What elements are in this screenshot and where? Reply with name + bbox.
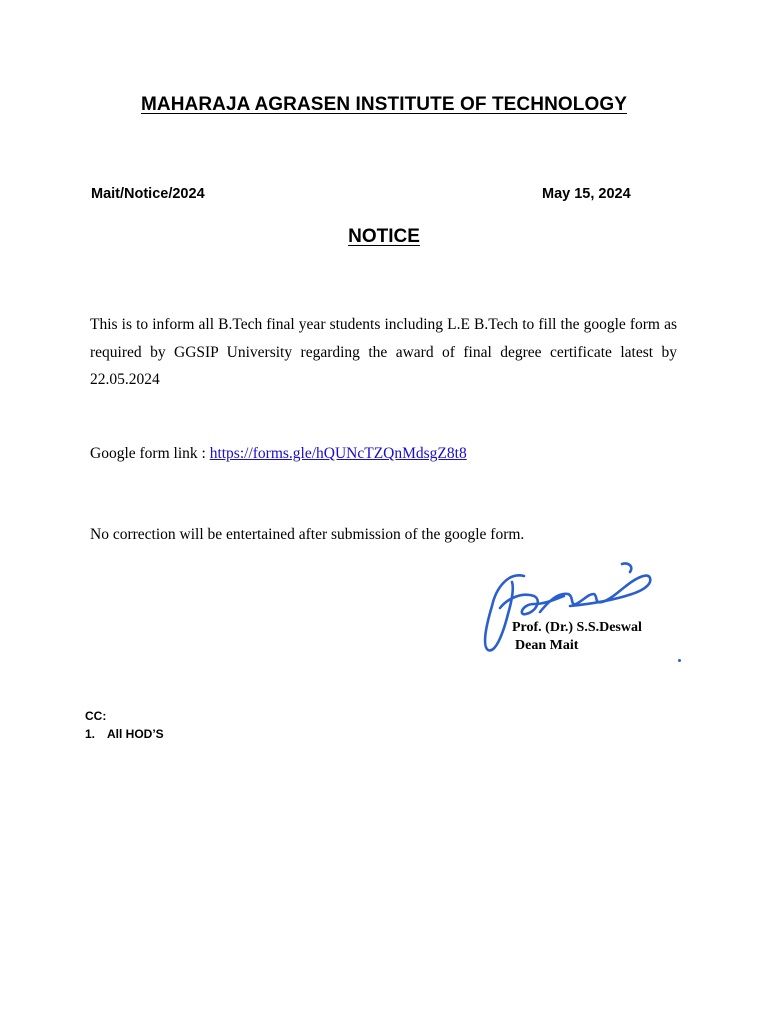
- signatory-title: Dean Mait: [515, 638, 579, 653]
- correction-note: No correction will be entertained after submission of the google form.: [90, 526, 525, 543]
- notice-body: This is to inform all B.Tech final year students including L.E B.Tech to fill the google form as required by GGSIP University regarding the award of final degree certificate latest by 22.05.2024: [90, 316, 677, 388]
- ink-dot: [678, 659, 681, 662]
- signatory-name: Prof. (Dr.) S.S.Deswal: [512, 620, 642, 635]
- cc-item-number: 1.: [85, 727, 96, 741]
- notice-date: May 15, 2024: [542, 186, 631, 202]
- signature-stroke: [622, 563, 631, 572]
- google-form-link[interactable]: https://forms.gle/hQUNcTZQnMdsgZ8t8: [209, 445, 467, 462]
- google-form-label: Google form link :: [90, 445, 210, 462]
- notice-heading: NOTICE: [348, 226, 420, 247]
- cc-list-item: [85, 727, 164, 741]
- notice-reference: Mait/Notice/2024: [91, 186, 205, 202]
- google-form-line: [90, 445, 467, 463]
- cc-item-text: All HOD’S: [107, 727, 164, 741]
- institute-title: MAHARAJA AGRASEN INSTITUTE OF TECHNOLOGY: [140, 94, 628, 115]
- cc-label: CC:: [85, 709, 107, 723]
